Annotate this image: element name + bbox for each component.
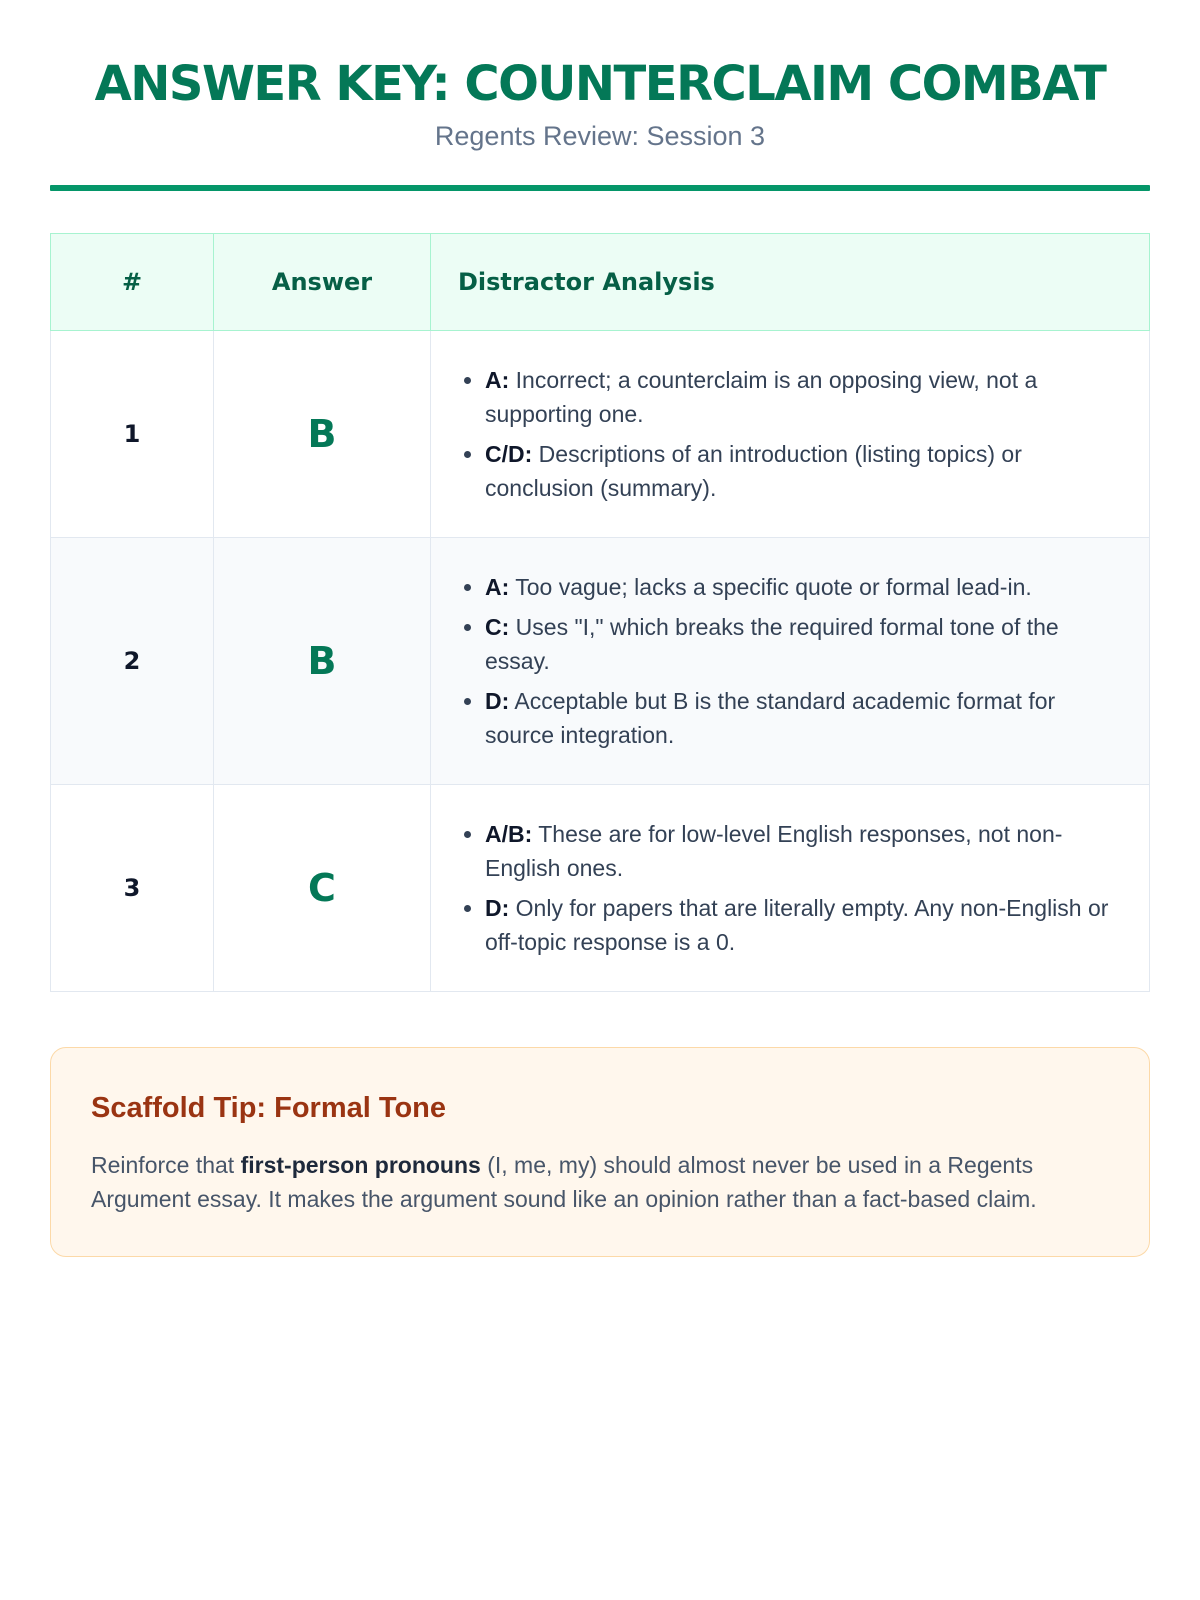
distractor-text: Only for papers that are literally empty. Any non-English or off-topic response is a 0.: [485, 895, 1109, 955]
distractor-list: [458, 363, 1115, 505]
list-item: [485, 891, 1115, 959]
table-header-row: [51, 234, 1150, 331]
scaffold-tip-box: [50, 1047, 1150, 1257]
header-distractor-analysis: Distractor Analysis: [431, 234, 1150, 331]
question-number: 3: [51, 785, 214, 992]
list-item: [485, 684, 1115, 752]
distractor-label: A:: [485, 367, 510, 393]
tip-text-bold: first-person pronouns: [240, 1152, 481, 1178]
page-subtitle: Regents Review: Session 3: [434, 121, 766, 151]
tip-body: [91, 1148, 1109, 1216]
distractor-label: C/D:: [485, 441, 533, 467]
table-row: [51, 331, 1150, 538]
list-item: [485, 817, 1115, 885]
distractor-analysis: [431, 785, 1150, 992]
answer-letter: C: [214, 785, 431, 992]
list-item: [485, 437, 1115, 505]
title-divider: [50, 185, 1150, 191]
distractor-label: D:: [485, 688, 510, 714]
distractor-text: Acceptable but B is the standard academic format for source integration.: [485, 688, 1056, 748]
distractor-list: [458, 817, 1115, 959]
distractor-text: Uses "I," which breaks the required formal tone of the essay.: [485, 614, 1059, 674]
tip-title: Scaffold Tip: Formal Tone: [91, 1092, 446, 1124]
list-item: [485, 610, 1115, 678]
page-title: ANSWER KEY: COUNTERCLAIM COMBAT: [94, 56, 1106, 112]
distractor-list: [458, 570, 1115, 752]
header-answer: Answer: [214, 234, 431, 331]
distractor-text: These are for low-level English responses, not non-English ones.: [485, 821, 1063, 881]
list-item: [485, 570, 1115, 604]
distractor-analysis: [431, 331, 1150, 538]
distractor-text: Descriptions of an introduction (listing topics) or conclusion (summary).: [485, 441, 1022, 501]
distractor-analysis: [431, 538, 1150, 785]
header-number: #: [51, 234, 214, 331]
answer-letter: B: [214, 538, 431, 785]
table-row: [51, 785, 1150, 992]
answer-letter: B: [214, 331, 431, 538]
list-item: [485, 363, 1115, 431]
distractor-label: A:: [485, 574, 510, 600]
answer-table: [50, 233, 1150, 992]
distractor-label: D:: [485, 895, 510, 921]
question-number: 1: [51, 331, 214, 538]
table-row: [51, 538, 1150, 785]
distractor-label: C:: [485, 614, 510, 640]
distractor-label: A/B:: [485, 821, 533, 847]
answer-key-page: [50, 0, 1150, 1257]
question-number: 2: [51, 538, 214, 785]
distractor-text: Incorrect; a counterclaim is an opposing view, not a supporting one.: [485, 367, 1038, 427]
tip-text-before: Reinforce that: [91, 1152, 241, 1178]
tip-text-after: (I, me, my) should almost never be used in a Regents Argument essay. It makes the argument sound like an opinion rather than a fact-based claim.: [91, 1152, 1037, 1212]
distractor-text: Too vague; lacks a specific quote or formal lead-in.: [509, 574, 1032, 600]
